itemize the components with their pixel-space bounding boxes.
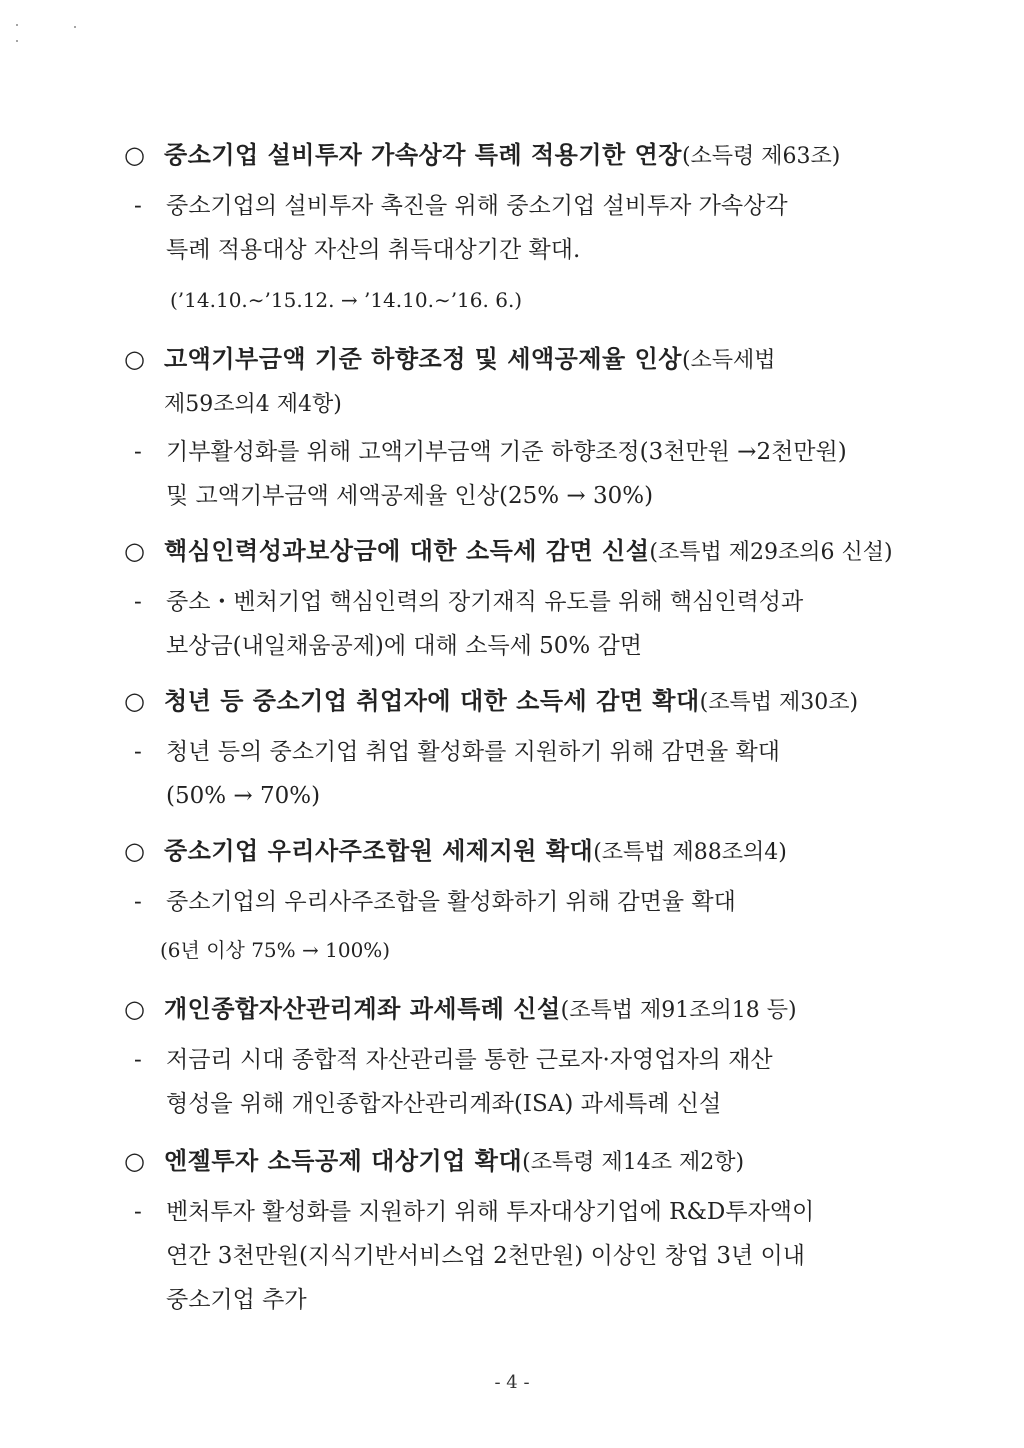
period-note: (’14.10.∼’15.12. → ’14.10.∼’16. 6.) — [170, 288, 523, 312]
heading-reference: (조특법 제29조의6 신설) — [649, 540, 893, 565]
heading-reference: (소득령 제63조) — [681, 144, 841, 169]
dash-bullet-icon: - — [134, 1199, 142, 1225]
circle-bullet-icon: ○ — [124, 687, 145, 715]
bullet-line: 중소・벤처기업 핵심인력의 장기재직 유도를 위해 핵심인력성과 — [166, 589, 804, 615]
bullet-line: 연간 3천만원(지식기반서비스업 2천만원) 이상인 창업 3년 이내 — [166, 1243, 805, 1269]
circle-bullet-icon: ○ — [124, 837, 145, 865]
circle-bullet-icon: ○ — [124, 1147, 145, 1175]
heading-reference: (조특법 제91조의18 등) — [560, 998, 797, 1023]
heading-title: 중소기업 우리사주조합원 세제지원 확대 — [164, 836, 594, 865]
dash-bullet-icon: - — [134, 439, 142, 465]
dash-bullet-icon: - — [134, 1047, 142, 1073]
bullet-line: 청년 등의 중소기업 취업 활성화를 지원하기 위해 감면율 확대 — [166, 739, 780, 765]
heading-title: 청년 등 중소기업 취업자에 대한 소득세 감면 확대 — [164, 686, 700, 715]
scan-artifact — [16, 24, 18, 26]
bullet-line: 특례 적용대상 자산의 취득대상기간 확대. — [166, 237, 581, 263]
rate-note: (6년 이상 75% → 100%) — [160, 938, 391, 962]
bullet-line: 및 고액기부금액 세액공제율 인상(25% → 30%) — [166, 483, 654, 509]
dash-bullet-icon: - — [134, 193, 142, 219]
heading-reference: (조특령 제14조 제2항) — [522, 1150, 745, 1175]
dash-bullet-icon: - — [134, 589, 142, 615]
dash-bullet-icon: - — [134, 739, 142, 765]
bullet-line: 보상금(내일채움공제)에 대해 소득세 50% 감면 — [166, 633, 643, 659]
dash-bullet-icon: - — [134, 889, 142, 915]
heading-title: 고액기부금액 기준 하향조정 및 세액공제율 인상 — [164, 344, 682, 373]
bullet-line: 중소기업의 설비투자 촉진을 위해 중소기업 설비투자 가속상각 — [166, 193, 788, 219]
bullet-line: 중소기업의 우리사주조합을 활성화하기 위해 감면율 확대 — [166, 889, 736, 915]
circle-bullet-icon: ○ — [124, 345, 145, 373]
heading-reference: (조특법 제88조의4) — [593, 840, 787, 865]
scan-artifact — [16, 40, 18, 42]
circle-bullet-icon: ○ — [124, 995, 145, 1023]
bullet-line: 형성을 위해 개인종합자산관리계좌(ISA) 과세특례 신설 — [166, 1091, 722, 1117]
page-number: - 4 - — [494, 1372, 530, 1393]
heading-reference: (조특법 제30조) — [699, 690, 859, 715]
scan-artifact — [74, 26, 76, 28]
heading-reference: (소득세법 — [681, 348, 776, 373]
heading-title: 개인종합자산관리계좌 과세특례 신설 — [164, 994, 561, 1023]
heading-title: 중소기업 설비투자 가속상각 특례 적용기한 연장 — [164, 140, 682, 169]
heading-title: 핵심인력성과보상금에 대한 소득세 감면 신설 — [164, 536, 650, 565]
circle-bullet-icon: ○ — [124, 141, 145, 169]
bullet-line: 기부활성화를 위해 고액기부금액 기준 하향조정(3천만원 →2천만원) — [166, 439, 847, 465]
bullet-line: 중소기업 추가 — [166, 1287, 307, 1313]
heading-reference-continued: 제59조의4 제4항) — [164, 392, 342, 417]
bullet-line: (50% → 70%) — [166, 783, 321, 809]
bullet-line: 벤처투자 활성화를 지원하기 위해 투자대상기업에 R&D투자액이 — [166, 1199, 815, 1225]
heading-title: 엔젤투자 소득공제 대상기업 확대 — [164, 1146, 523, 1175]
circle-bullet-icon: ○ — [124, 537, 145, 565]
bullet-line: 저금리 시대 종합적 자산관리를 통한 근로자·자영업자의 재산 — [166, 1047, 773, 1073]
